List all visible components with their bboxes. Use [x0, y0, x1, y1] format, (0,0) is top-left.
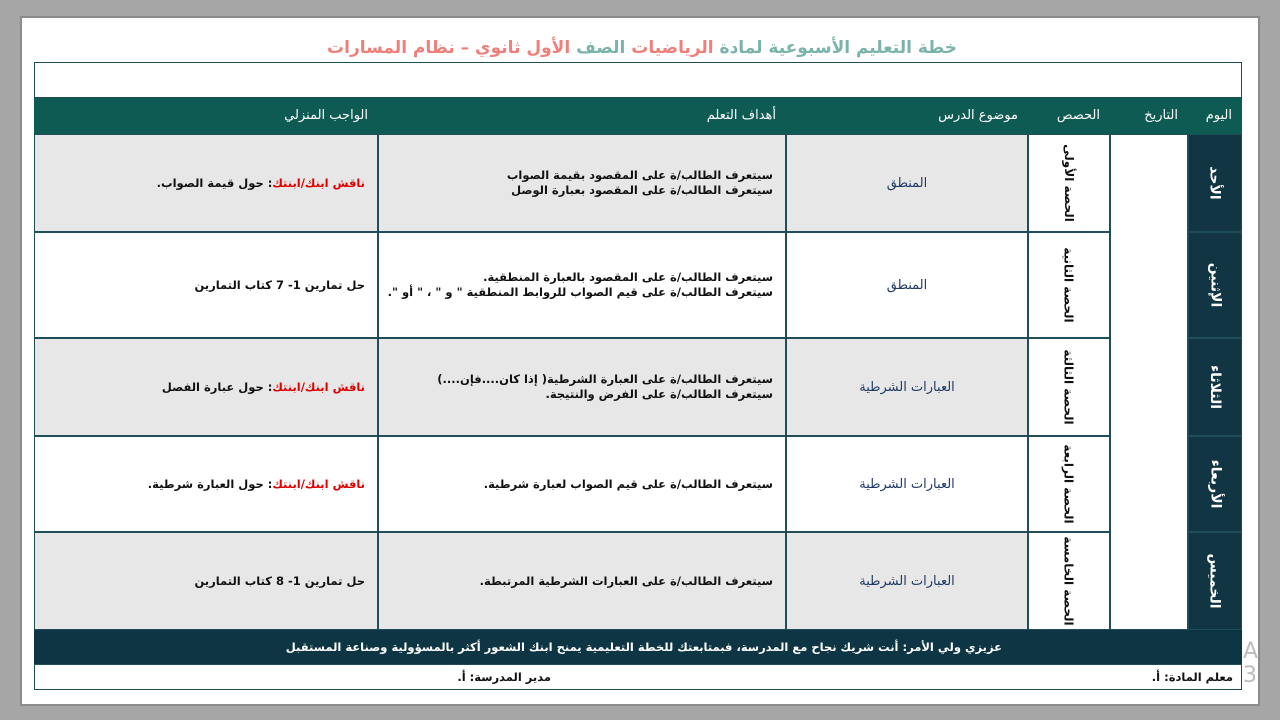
goal-line: سيتعرف الطالب/ة على المقصود بعبارة الوصل	[511, 183, 773, 197]
topic-cell	[786, 436, 1028, 532]
day-cell	[1188, 134, 1242, 232]
date-column	[1110, 134, 1188, 630]
homework-text: : حول قيمة الصواب.	[156, 176, 273, 190]
homework-text: حل تمارين 1- 8 كتاب التمارين	[194, 574, 365, 588]
homework-cell	[34, 436, 378, 532]
header-day: اليوم	[1188, 98, 1242, 134]
day-cell	[1188, 436, 1242, 532]
signature-row	[34, 664, 1242, 690]
topic-label: العبارات الشرطية	[859, 573, 955, 589]
goals-cell	[378, 436, 786, 532]
goals-cell	[378, 134, 786, 232]
goals-cell	[378, 338, 786, 436]
period-cell	[1028, 134, 1110, 232]
day-label: الأربعاء	[1207, 459, 1224, 509]
homework-text: حل تمارين 1- 7 كتاب التمارين	[194, 278, 365, 292]
header-goals: أهداف التعلم	[378, 98, 786, 134]
ghost-watermark: A 3	[1242, 639, 1258, 688]
goal-line: سيتعرف الطالب/ة على العبارة الشرطية( إذا كان....فإن....)	[437, 372, 773, 386]
goals-cell	[378, 532, 786, 630]
period-cell	[1028, 232, 1110, 338]
topic-cell	[786, 134, 1028, 232]
period-label: الحصة الخامسة	[1062, 536, 1076, 626]
period-label: الحصة الثانية	[1062, 247, 1077, 323]
page-title	[22, 38, 1262, 62]
topic-label: المنطق	[886, 277, 928, 293]
day-label: الأحد	[1207, 166, 1223, 200]
day-label: الإثنين	[1207, 262, 1224, 308]
topic-label: العبارات الشرطية	[859, 379, 955, 395]
day-cell	[1188, 532, 1242, 630]
day-cell	[1188, 338, 1242, 436]
title-part4: الأول ثانوي – نظام المسارات	[327, 38, 571, 58]
header-topic: موضوع الدرس	[786, 98, 1028, 134]
homework-cell	[34, 134, 378, 232]
plan-table	[34, 98, 1242, 630]
period-label: الحصة الأولى	[1062, 144, 1077, 222]
homework-red: ناقش ابنك/ابنتك	[272, 176, 365, 190]
info-box	[34, 62, 1242, 98]
topic-cell	[786, 338, 1028, 436]
goal-line: سيتعرف الطالب/ة على العبارات الشرطية المرتبطة.	[479, 573, 773, 588]
homework-red: ناقش ابنك/ابنتك	[272, 380, 365, 394]
day-label: الخميس	[1206, 553, 1223, 609]
homework-red: ناقش ابنك/ابنتك	[272, 477, 365, 491]
topic-label: العبارات الشرطية	[859, 476, 955, 492]
topic-label: المنطق	[886, 175, 928, 191]
homework-cell	[34, 232, 378, 338]
title-part3: الصف	[576, 38, 626, 58]
period-cell	[1028, 532, 1110, 630]
header-period: الحصص	[1028, 98, 1110, 134]
period-label: الحصة الرابعة	[1062, 444, 1076, 524]
header-date: التاريخ	[1110, 98, 1188, 134]
title-part2: الرياضيات	[631, 38, 714, 58]
title-part1: خطة التعليم الأسبوعية لمادة	[719, 38, 957, 58]
plan-sheet	[20, 16, 1260, 706]
homework-text: : حول العبارة شرطية.	[147, 477, 273, 491]
period-cell	[1028, 338, 1110, 436]
goal-line: سيتعرف الطالب/ة على قيم الصواب لعبارة شرطية.	[483, 476, 773, 491]
goal-line: سيتعرف الطالب/ة على قيم الصواب للروابط المنطقية " و " ، " أو ".	[387, 285, 773, 299]
homework-text: : حول عبارة الفصل	[161, 380, 273, 394]
parent-message: عزيزي ولي الأمر: أنت شريك نجاح مع المدرسة، فبمتابعتك للخطة التعليمية يمنح ابنك الشعور أكثر بالمسؤولية وصناعة المستقبل	[34, 630, 1242, 664]
goal-line: سيتعرف الطالب/ة على المقصود بقيمة الصواب	[506, 168, 773, 182]
goals-cell	[378, 232, 786, 338]
day-cell	[1188, 232, 1242, 338]
goal-line: سيتعرف الطالب/ة على الفرض والنتيجة.	[545, 387, 773, 401]
teacher-signature: معلم المادة: أ.	[1151, 670, 1233, 684]
principal-signature: مدير المدرسة: أ.	[457, 670, 551, 684]
header-homework: الواجب المنزلي	[34, 98, 378, 134]
period-label: الحصة الثالثة	[1062, 349, 1077, 425]
homework-cell	[34, 338, 378, 436]
homework-cell	[34, 532, 378, 630]
period-cell	[1028, 436, 1110, 532]
topic-cell	[786, 532, 1028, 630]
topic-cell	[786, 232, 1028, 338]
goal-line: سيتعرف الطالب/ة على المقصود بالعبارة المنطقية.	[483, 270, 773, 284]
day-label: الثلاثاء	[1207, 364, 1224, 410]
